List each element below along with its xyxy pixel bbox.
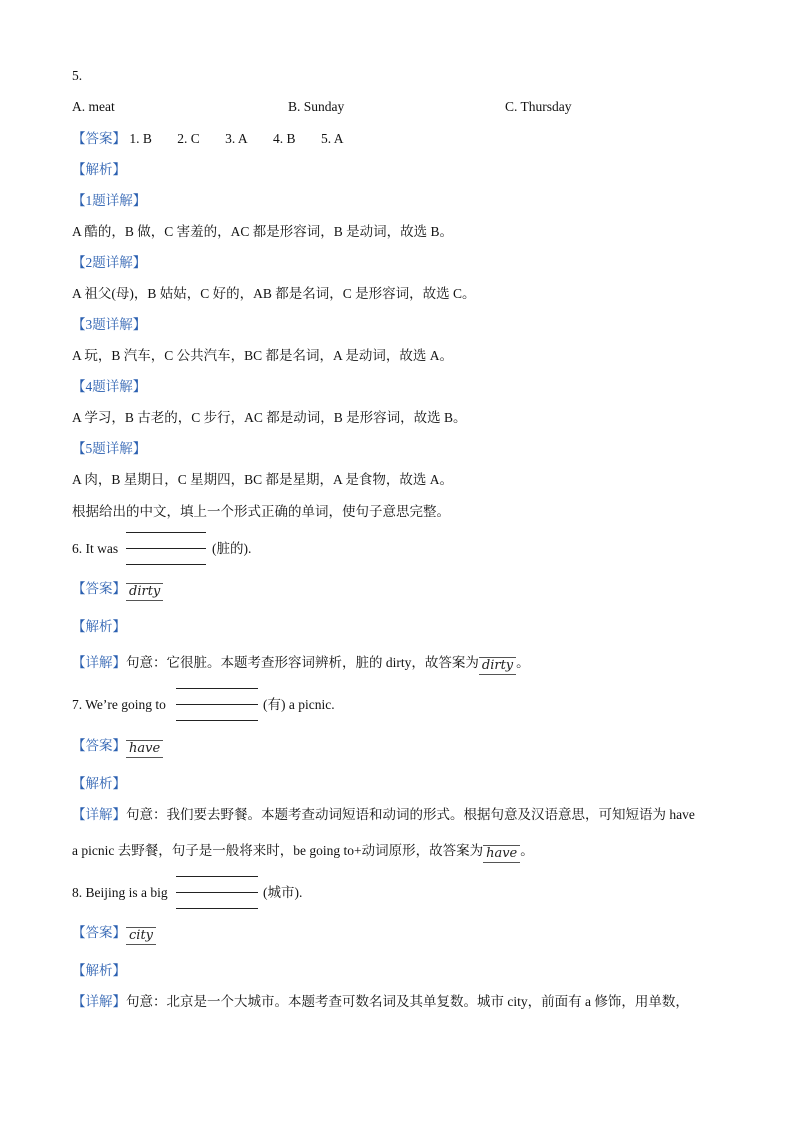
blank-line (176, 908, 258, 909)
answer-item: 2. C (177, 131, 200, 146)
detail-text-3: A 玩，B 汽车，C 公共汽车，BC 都是名词，A 是动词，故选 A。 (72, 348, 454, 363)
q5-option-a: A. meat (72, 99, 115, 114)
answer-label: 【答案】 (72, 925, 126, 940)
q6-analysis-label: 【解析】 (72, 619, 126, 634)
handwritten-answer: dirty (126, 583, 163, 601)
blank-line (126, 564, 206, 565)
q7-detail-line-1 (72, 806, 695, 824)
question-6-prefix: 6. It was (72, 541, 119, 556)
detail-text-1: A 酷的，B 做，C 害羞的，AC 都是形容词，B 是动词，故选 B。 (72, 224, 454, 239)
q6-detail (72, 654, 530, 673)
answer-label: 【答案】 (72, 131, 126, 146)
blank-line (176, 688, 258, 689)
question-7-prefix: 7. We’re going to (72, 697, 166, 712)
q7-answer-row (72, 737, 163, 756)
detail-end: 。 (520, 843, 534, 858)
q6-answer-row (72, 580, 163, 599)
question-7-suffix: (有) a picnic. (263, 697, 335, 712)
handwritten-answer: city (126, 927, 156, 945)
answer-row (72, 130, 365, 148)
q7-analysis-label: 【解析】 (72, 776, 126, 791)
analysis-label: 【解析】 (72, 162, 126, 177)
question-8-suffix: (城市). (263, 885, 303, 900)
detail-heading-5: 【5题详解】 (72, 441, 147, 456)
handwritten-answer: have (483, 845, 520, 863)
answer-item: 5. A (320, 131, 344, 146)
detail-text-4: A 学习，B 古老的，C 步行，AC 都是动词，B 是形容词，故选 B。 (72, 410, 467, 425)
question-6-suffix: (脏的). (212, 541, 252, 556)
blank-line (126, 532, 206, 533)
blank-line (176, 720, 258, 721)
detail-heading-2: 【2题详解】 (72, 255, 147, 270)
handwritten-answer: have (126, 740, 163, 758)
blank-line (176, 892, 258, 893)
question-8-prefix: 8. Beijing is a big (72, 885, 168, 900)
detail-end: 。 (516, 655, 530, 670)
detail-label: 【详解】 (72, 994, 126, 1009)
answer-label: 【答案】 (72, 581, 126, 596)
detail-heading-3: 【3题详解】 (72, 317, 147, 332)
detail-heading-4: 【4题详解】 (72, 379, 147, 394)
detail-label: 【详解】 (72, 655, 126, 670)
detail-label: 【详解】 (72, 807, 126, 822)
q7-detail-line-2 (72, 842, 534, 861)
answer-label: 【答案】 (72, 738, 126, 753)
blank-line (176, 876, 258, 877)
answer-item: 1. B (129, 131, 152, 146)
q8-detail (72, 993, 689, 1011)
q8-answer-row (72, 924, 156, 943)
q5-option-c: C. Thursday (505, 99, 572, 114)
detail-heading-1: 【1题详解】 (72, 193, 147, 208)
q5-option-b: B. Sunday (288, 99, 345, 114)
blank-line (176, 704, 258, 705)
detail-text: 句意：我们要去野餐。本题考查动词短语和动词的形式。根据句意及汉语意思，可知短语为 have (126, 807, 695, 822)
handwritten-answer: dirty (479, 657, 516, 675)
detail-text-5: A 肉，B 星期日，C 星期四，BC 都是星期，A 是食物，故选 A。 (72, 472, 454, 487)
q8-analysis-label: 【解析】 (72, 963, 126, 978)
question-5-number: 5. (72, 68, 83, 83)
detail-text: a picnic 去野餐，句子是一般将来时，be going to+动词原形，故答案为 (72, 843, 484, 858)
answer-item: 4. B (273, 131, 296, 146)
blank-line (126, 548, 206, 549)
answer-item: 3. A (225, 131, 248, 146)
detail-text-2: A 祖父(母)，B 姑姑，C 好的，AB 都是名词，C 是形容词，故选 C。 (72, 286, 476, 301)
section-instruction: 根据给出的中文，填上一个形式正确的单词，使句子意思完整。 (72, 504, 450, 519)
detail-text: 句意：它很脏。本题考查形容词辨析，脏的 dirty，故答案为 (126, 655, 479, 670)
detail-text: 句意：北京是一个大城市。本题考查可数名词及其单复数。城市 city，前面有 a 修饰，用单数， (126, 994, 689, 1009)
